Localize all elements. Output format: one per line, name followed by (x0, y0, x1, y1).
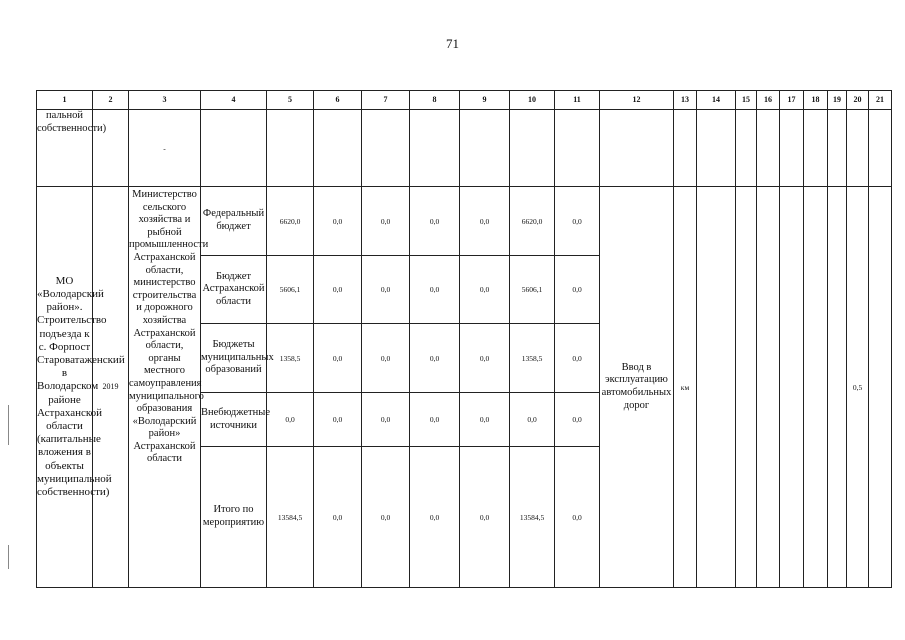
table-cell (780, 187, 804, 588)
table-cell (736, 187, 757, 588)
continuation-row (37, 110, 892, 187)
funding-source: Внебюджетные источники (201, 393, 267, 447)
table-cell (828, 110, 847, 187)
indicator-name: Ввод в эксплуатацию автомобильных дорог (600, 187, 674, 588)
column-number: 15 (736, 91, 757, 110)
value-cell: 1358,5 (267, 324, 314, 393)
table-cell (804, 110, 828, 187)
table-cell (674, 110, 697, 187)
event-name: МО «Володарский район». Строительство подъезда к с. Форпост Староватаженский в Володарском районе Астраханской области (капитальные вложения в объекты муниципальной собственности) (37, 187, 93, 588)
column-number: 5 (267, 91, 314, 110)
value-cell: 0,0 (460, 324, 510, 393)
table-cell (804, 187, 828, 588)
value-cell: 0,0 (555, 256, 600, 324)
value-cell: 0,0 (460, 256, 510, 324)
column-number: 16 (757, 91, 780, 110)
value-cell: 5606,1 (267, 256, 314, 324)
continued-event-name: пальной собственности) (37, 110, 93, 187)
value-cell: 0,0 (555, 324, 600, 393)
table-cell (757, 187, 780, 588)
value-cell: 0,0 (555, 447, 600, 588)
indicator-unit: км (674, 187, 697, 588)
responsible-executors: Министерство сельского хозяйства и рыбной промышленности Астраханской области, министерство строительства и дорожного хозяйства Астраханской области, органы местного самоуправления муниципального образования «Володарский район» Астраханской области (129, 187, 201, 588)
table-cell-mark: - (129, 110, 201, 187)
value-cell: 0,0 (362, 187, 410, 256)
column-number: 3 (129, 91, 201, 110)
table-cell (201, 110, 267, 187)
column-number: 13 (674, 91, 697, 110)
funding-source: Федеральный бюджет (201, 187, 267, 256)
table-cell (314, 110, 362, 187)
table-cell (267, 110, 314, 187)
page-number: 71 (446, 36, 459, 51)
event-year: 2019 (93, 187, 129, 588)
funding-source-total: Итого по мероприятию (201, 447, 267, 588)
indicator-value-2019: 0,5 (847, 187, 869, 588)
table-cell (869, 110, 892, 187)
value-cell: 1358,5 (510, 324, 555, 393)
value-cell: 6620,0 (510, 187, 555, 256)
value-cell: 0,0 (267, 393, 314, 447)
value-cell: 0,0 (410, 393, 460, 447)
table-cell (869, 187, 892, 588)
table-cell (555, 110, 600, 187)
funding-source: Бюджеты муниципальных образований (201, 324, 267, 393)
column-number: 10 (510, 91, 555, 110)
value-cell: 0,0 (555, 393, 600, 447)
column-number: 2 (93, 91, 129, 110)
column-number: 1 (37, 91, 93, 110)
value-cell: 0,0 (314, 324, 362, 393)
column-number: 19 (828, 91, 847, 110)
value-cell: 0,0 (314, 447, 362, 588)
column-number: 11 (555, 91, 600, 110)
value-cell: 0,0 (410, 324, 460, 393)
column-number: 9 (460, 91, 510, 110)
table-cell (600, 110, 674, 187)
value-cell: 5606,1 (510, 256, 555, 324)
funding-source: Бюджет Астраханской области (201, 256, 267, 324)
table-cell (780, 110, 804, 187)
table-cell (847, 110, 869, 187)
column-number: 12 (600, 91, 674, 110)
table-cell (697, 110, 736, 187)
value-cell: 13584,5 (510, 447, 555, 588)
program-table (36, 90, 892, 588)
value-cell: 0,0 (555, 187, 600, 256)
column-number: 17 (780, 91, 804, 110)
scan-artifact (8, 545, 9, 569)
value-cell: 0,0 (410, 256, 460, 324)
value-cell: 0,0 (362, 447, 410, 588)
table-cell (510, 110, 555, 187)
value-cell: 0,0 (410, 187, 460, 256)
value-cell: 0,0 (314, 393, 362, 447)
column-number: 7 (362, 91, 410, 110)
column-number: 8 (410, 91, 460, 110)
column-number: 20 (847, 91, 869, 110)
value-cell: 0,0 (314, 256, 362, 324)
column-number: 6 (314, 91, 362, 110)
value-cell: 0,0 (510, 393, 555, 447)
value-cell: 0,0 (460, 187, 510, 256)
column-number-row (37, 91, 892, 110)
column-number: 21 (869, 91, 892, 110)
value-cell: 13584,5 (267, 447, 314, 588)
column-number: 18 (804, 91, 828, 110)
table-cell (757, 110, 780, 187)
table-cell (828, 187, 847, 588)
table-row (37, 187, 892, 256)
value-cell: 0,0 (410, 447, 460, 588)
table-cell (93, 110, 129, 187)
value-cell: 6620,0 (267, 187, 314, 256)
table-cell (697, 187, 736, 588)
value-cell: 0,0 (362, 256, 410, 324)
column-number: 14 (697, 91, 736, 110)
table-cell (736, 110, 757, 187)
value-cell: 0,0 (362, 324, 410, 393)
value-cell: 0,0 (314, 187, 362, 256)
table-cell (410, 110, 460, 187)
value-cell: 0,0 (362, 393, 410, 447)
table-cell (362, 110, 410, 187)
value-cell: 0,0 (460, 393, 510, 447)
column-number: 4 (201, 91, 267, 110)
value-cell: 0,0 (460, 447, 510, 588)
table-cell (460, 110, 510, 187)
scan-artifact (8, 405, 9, 445)
